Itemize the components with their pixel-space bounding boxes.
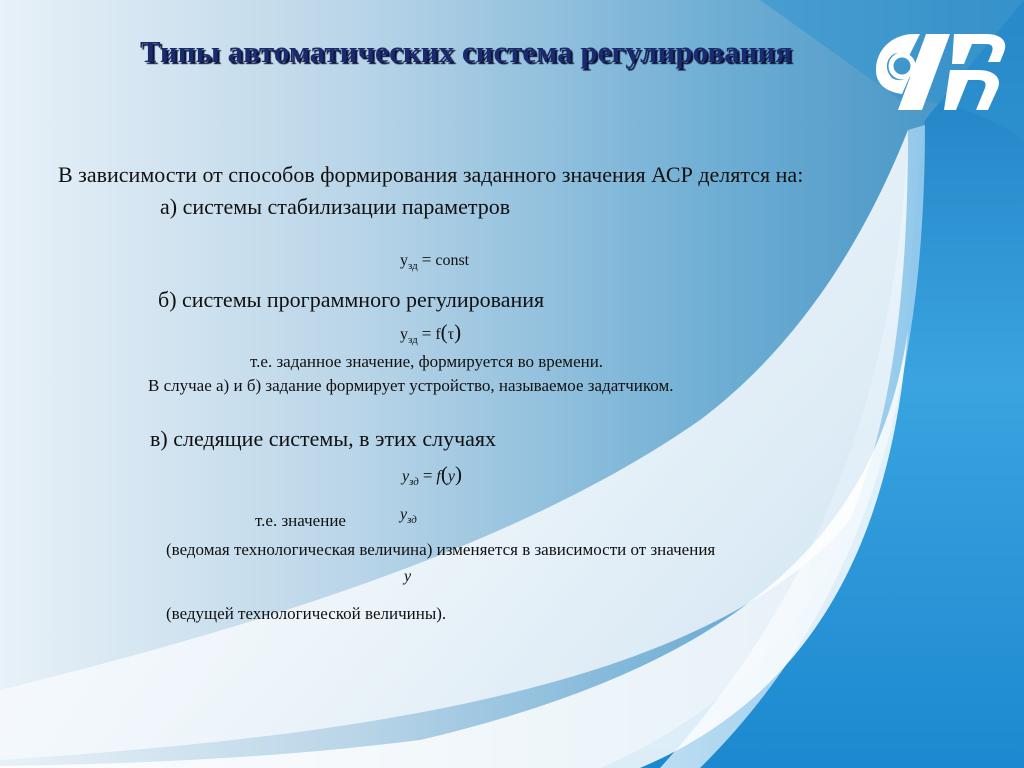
- note-c-line1: т.е. значение: [255, 511, 346, 530]
- formula-c-value: $y_{зд}$: [400, 506, 417, 526]
- slide-title: Типы автоматических система регулирования: [140, 34, 793, 69]
- formula-b: $y_{зд} = f(\tau)$: [400, 320, 462, 346]
- intro-text: В зависимости от способов формирования заданного значения АСР делятся на:: [58, 162, 804, 187]
- formula-c: $y_{зд} = f(y)$: [402, 462, 462, 488]
- note-c-line3: (ведущей технологической величины).: [166, 604, 447, 623]
- item-b-text: б) системы программного регулирования: [158, 287, 545, 312]
- formula-c-y: y: [404, 568, 412, 585]
- formula-a: $y_{зд}$ = const: [400, 250, 470, 272]
- logo-emblem: [868, 30, 1008, 116]
- item-a-text: а) системы стабилизации параметров: [160, 194, 511, 219]
- note-b-line2: В случае а) и б) задание формирует устройство, называемое задатчиком.: [148, 376, 674, 395]
- note-c-line2: (ведомая технологическая величина) изменяется в зависимости от значения: [166, 540, 716, 559]
- note-b-line1: т.е. заданное значение, формируется во времени.: [250, 352, 604, 371]
- item-c-text: в) следящие системы, в этих случаях: [150, 426, 497, 451]
